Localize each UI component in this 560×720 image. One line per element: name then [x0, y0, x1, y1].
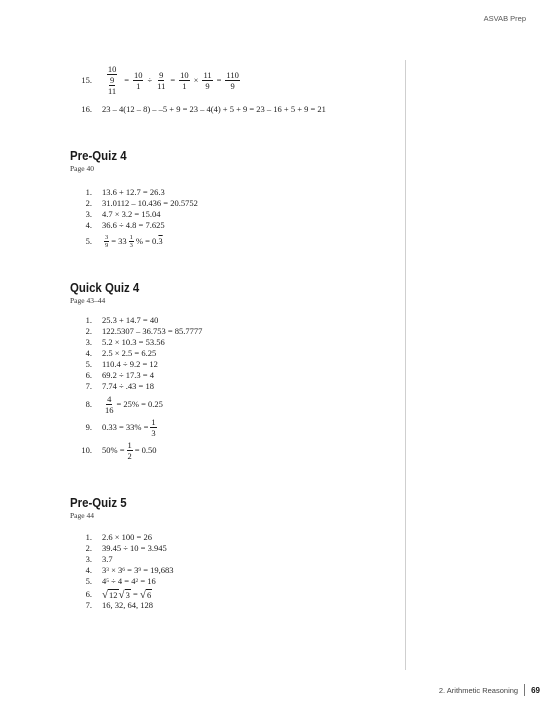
item-number: 3.	[85, 337, 92, 347]
answer-item	[70, 394, 395, 415]
answer-item	[70, 440, 395, 461]
exponent: 2	[135, 578, 139, 584]
item-number: 1.	[85, 187, 92, 197]
base: 3	[118, 565, 123, 575]
answer-item	[70, 589, 395, 600]
denominator: 2	[127, 451, 132, 461]
base: 4	[102, 576, 107, 586]
denominator: 11	[157, 80, 166, 91]
answer-item	[70, 315, 395, 326]
base: 4	[131, 576, 136, 586]
square-root	[102, 589, 119, 600]
answer-text: 122.5307 – 36.753 = 85.7777	[102, 326, 203, 336]
fraction	[179, 70, 190, 91]
answer-text: 25.3 + 14.7 = 40	[102, 315, 159, 325]
answer-text: 69.2 ÷ 17.3 = 4	[102, 370, 154, 380]
fraction	[156, 70, 166, 91]
item-number: 8.	[85, 399, 92, 409]
inner-fraction	[107, 75, 117, 96]
item-number: 4.	[85, 565, 92, 575]
exponent: 9	[138, 567, 142, 573]
page-number: 69	[531, 685, 540, 695]
denominator: 3	[151, 428, 156, 438]
numerator: 10	[107, 64, 117, 74]
answer-text: 31.0112 – 10.436 = 20.5752	[102, 198, 198, 208]
item-number: 15.	[81, 74, 92, 85]
denominator: 11	[108, 86, 117, 96]
answer-text: 4.7 × 3.2 = 15.04	[102, 209, 161, 219]
mixed-fraction	[129, 234, 134, 249]
numerator: 1	[151, 417, 156, 427]
item-number: 2.	[85, 543, 92, 553]
item-number: 5.	[85, 236, 92, 246]
operator: =	[170, 74, 176, 85]
numerator: 9	[159, 69, 164, 80]
fraction	[127, 440, 133, 461]
section-title: Quick Quiz 4	[70, 280, 140, 295]
item-number: 6.	[85, 589, 92, 599]
numerator: 1	[129, 234, 133, 241]
operator: =	[125, 565, 135, 575]
answer-text: 7.74 ÷ .43 = 18	[102, 381, 154, 391]
fraction	[104, 234, 109, 249]
operator: ×	[193, 74, 199, 85]
answer-text: 16, 32, 64, 128	[102, 600, 153, 610]
numerator: 3	[105, 234, 109, 241]
operator: =	[122, 576, 132, 586]
item-number: 7.	[85, 381, 92, 391]
base: 3	[102, 565, 107, 575]
item-number: 7.	[85, 600, 92, 610]
fraction	[150, 417, 156, 438]
answer-column	[70, 62, 395, 611]
radical-sign: √	[118, 589, 125, 601]
numerator: 1	[127, 440, 132, 450]
denominator: 16	[105, 405, 114, 415]
operator: ÷	[147, 74, 153, 85]
answer-item	[70, 417, 395, 438]
item-number: 5.	[85, 576, 92, 586]
denominator: 1	[136, 80, 141, 91]
section-prequiz-4	[70, 148, 395, 249]
answer-list	[70, 532, 395, 611]
radical-sign: √	[139, 589, 146, 601]
radicand: 12	[109, 590, 118, 600]
item-number: 2.	[85, 326, 92, 336]
fraction	[133, 70, 144, 91]
answer-item	[70, 337, 395, 348]
answer-item	[70, 600, 395, 611]
section-title: Pre-Quiz 4	[70, 148, 127, 163]
answer-item	[70, 532, 395, 543]
repeating-digit: 3	[158, 236, 163, 246]
numerator: 4	[107, 394, 112, 404]
denominator	[104, 75, 120, 96]
operator: =	[130, 589, 140, 599]
exponent: 5	[106, 578, 109, 584]
radical-sign: √	[102, 589, 109, 601]
answer-item	[70, 198, 395, 209]
item-number: 9.	[85, 422, 92, 432]
answer-item	[70, 326, 395, 337]
running-head: ASVAB Prep	[483, 14, 526, 23]
answer-item	[70, 234, 395, 249]
complex-fraction	[104, 64, 120, 96]
item-number: 4.	[85, 348, 92, 358]
square-root	[140, 589, 152, 600]
numerator: 9	[109, 75, 115, 85]
answer-item	[70, 187, 395, 198]
answer-item	[70, 543, 395, 554]
denominator: 9	[205, 80, 210, 91]
base: 4	[117, 576, 123, 586]
answer-text: 2.5 × 2.5 = 6.25	[102, 348, 157, 358]
answer-text: 2.6 × 100 = 26	[102, 532, 152, 542]
answer-text: = 25% = 0.25	[116, 399, 163, 409]
operator: =	[216, 74, 222, 85]
answer-item	[70, 381, 395, 392]
item-number: 3.	[85, 554, 92, 564]
item-number: 2.	[85, 198, 92, 208]
answer-text: = 16	[138, 576, 156, 586]
answer-item	[70, 348, 395, 359]
page-reference: Page 43–44	[70, 296, 106, 305]
item-number: 1.	[85, 532, 92, 542]
exponent: 6	[122, 567, 126, 573]
item-number: 16.	[81, 104, 92, 114]
radicand: 6	[146, 590, 152, 600]
fraction	[225, 70, 239, 91]
section-prequiz-5	[70, 495, 395, 611]
exponent: 3	[106, 567, 109, 573]
item-number: 1.	[85, 315, 92, 325]
answer-text: 39.45 ÷ 10 = 3.945	[102, 543, 167, 553]
item-number: 5.	[85, 359, 92, 369]
fraction	[202, 70, 212, 91]
operator: =	[124, 74, 129, 85]
item-number: 3.	[85, 209, 92, 219]
denominator: 9	[230, 80, 235, 91]
numerator: 10	[180, 69, 189, 80]
answer-item	[70, 554, 395, 565]
answer-text: 110.4 ÷ 9.2 = 12	[102, 359, 158, 369]
item-number: 6.	[85, 370, 92, 380]
item-number: 4.	[85, 220, 92, 230]
answer-text: 0.33 = 33% =	[102, 422, 149, 432]
answer-text: 50% =	[102, 445, 125, 455]
answer-text: 5.2 × 10.3 = 53.56	[102, 337, 165, 347]
answer-text: = 19,683	[141, 565, 174, 575]
answer-item	[70, 220, 395, 231]
footer-divider	[524, 684, 525, 696]
radicand: 3	[125, 590, 130, 600]
answer-item-16	[70, 104, 395, 115]
denominator: 9	[105, 242, 109, 249]
answer-text: = 0.50	[134, 445, 157, 455]
answer-item	[70, 359, 395, 370]
answer-text: 3.7	[102, 554, 113, 564]
answer-list	[70, 315, 395, 461]
answer-item-15	[70, 64, 395, 96]
answer-text: % = 0.	[135, 236, 159, 246]
answer-text: = 33	[111, 236, 127, 246]
answer-text: 13.6 + 12.7 = 26.3	[102, 187, 165, 197]
denominator: 3	[129, 242, 133, 249]
item-number: 10.	[81, 445, 92, 455]
square-root	[119, 589, 131, 600]
column-rule	[405, 60, 406, 670]
numerator: 110	[226, 69, 239, 80]
answer-item	[70, 209, 395, 220]
page-reference: Page 40	[70, 164, 94, 173]
base: 3	[134, 565, 139, 575]
answer-text: 36.6 ÷ 4.8 = 7.625	[102, 220, 165, 230]
answer-list	[70, 187, 395, 249]
answer-text: 23 – 4(12 – 8) – –5 + 9 = 23 – 4(4) + 5 + 9 = 23 – 16 + 5 + 9 = 21	[102, 104, 326, 114]
fraction	[104, 394, 115, 415]
numerator: 10	[133, 69, 143, 80]
operator: ×	[109, 565, 119, 575]
page-reference: Page 44	[70, 511, 94, 520]
answer-item	[70, 565, 395, 576]
answer-item	[70, 370, 395, 381]
answer-item	[70, 576, 395, 587]
numerator: 11	[203, 69, 212, 80]
chapter-title: 2. Arithmetic Reasoning	[438, 685, 519, 695]
section-title: Pre-Quiz 5	[70, 495, 127, 510]
section-quick-quiz-4	[70, 280, 395, 461]
operator: ÷	[109, 576, 118, 586]
denominator: 1	[182, 80, 187, 91]
page-footer	[439, 684, 540, 696]
